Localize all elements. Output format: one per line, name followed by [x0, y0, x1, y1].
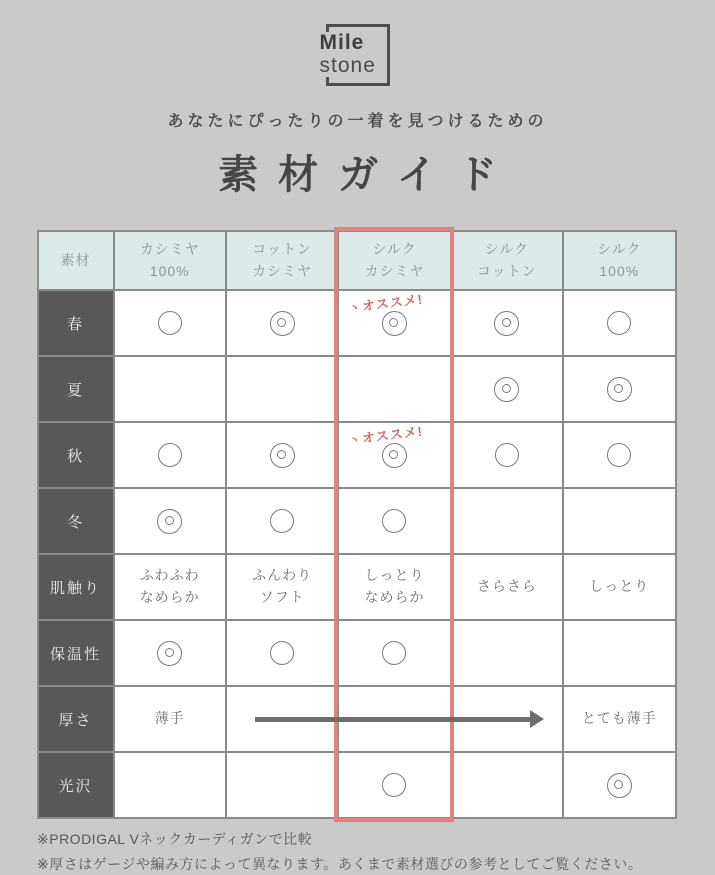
- table-cell: [563, 422, 675, 488]
- row-header-cell: 厚さ: [38, 686, 114, 752]
- row-header-cell: 秋: [38, 422, 114, 488]
- recommend-note: 丶オススメ!: [348, 291, 425, 316]
- table-cell: [114, 356, 226, 422]
- material-table: [37, 230, 677, 819]
- circle-symbol: [158, 443, 182, 467]
- footnote-comparison: ※PRODIGAL Vネックカーディガンで比較: [37, 831, 313, 847]
- row-header-cell: 春: [38, 290, 114, 356]
- table-cell: [226, 686, 338, 752]
- table-row: [38, 290, 676, 356]
- table-cell: しっとり: [563, 554, 675, 620]
- corner-header-cell: 素材: [38, 231, 114, 290]
- table-row: [38, 356, 676, 422]
- brand-logo: [319, 24, 390, 86]
- row-header-cell: 保温性: [38, 620, 114, 686]
- table-row: [38, 554, 676, 620]
- table-row: [38, 620, 676, 686]
- circle-symbol: [495, 443, 519, 467]
- table-cell: しっとり なめらか: [338, 554, 450, 620]
- row-header-cell: 冬: [38, 488, 114, 554]
- column-header: カシミヤ 100%: [114, 231, 226, 290]
- column-header: コットン カシミヤ: [226, 231, 338, 290]
- table-row: [38, 488, 676, 554]
- table-cell: [338, 752, 450, 818]
- double-circle-symbol: [157, 509, 182, 534]
- table-cell: [338, 686, 450, 752]
- table-cell: ふんわり ソフト: [226, 554, 338, 620]
- double-circle-symbol: [607, 377, 632, 402]
- note-tick-icon: 丶: [348, 434, 363, 448]
- table-cell: [563, 488, 675, 554]
- table-cell: [563, 290, 675, 356]
- logo-word-top: Mile: [317, 32, 368, 55]
- row-header-cell: 光沢: [38, 752, 114, 818]
- table-row: [38, 752, 676, 818]
- row-header-cell: 夏: [38, 356, 114, 422]
- circle-symbol: [270, 509, 294, 533]
- table-cell: [114, 290, 226, 356]
- row-header-cell: 肌触り: [38, 554, 114, 620]
- table-cell: [114, 422, 226, 488]
- material-table-head: [38, 231, 676, 290]
- logo-word-bottom: stone: [317, 55, 379, 78]
- table-row: [38, 422, 676, 488]
- table-cell: とても薄手: [563, 686, 675, 752]
- circle-symbol: [382, 641, 406, 665]
- column-header-highlighted: シルク カシミヤ: [338, 231, 450, 290]
- table-cell: [563, 356, 675, 422]
- page-title: 素材ガイド: [218, 153, 517, 197]
- column-header: シルク コットン: [451, 231, 563, 290]
- column-header: シルク 100%: [563, 231, 675, 290]
- table-cell: [451, 752, 563, 818]
- material-table-body: [38, 290, 676, 818]
- material-guide-table-wrap: [37, 230, 679, 819]
- table-cell: さらさら: [451, 554, 563, 620]
- circle-symbol: [158, 311, 182, 335]
- note-tick-icon: 丶: [348, 302, 363, 316]
- double-circle-symbol: [157, 641, 182, 666]
- table-cell: [451, 488, 563, 554]
- circle-symbol: [382, 509, 406, 533]
- table-cell: [338, 620, 450, 686]
- circle-symbol: [607, 311, 631, 335]
- table-cell: 薄手: [114, 686, 226, 752]
- footnote-disclaimer: ※厚さはゲージや編み方によって異なります。あくまで素材選びの参考としてご覧ください。: [37, 856, 643, 872]
- circle-symbol: [270, 641, 294, 665]
- recommend-note: 丶オススメ!: [348, 423, 425, 448]
- table-cell: [338, 356, 450, 422]
- table-cell: [338, 290, 450, 356]
- table-row: [38, 686, 676, 752]
- table-cell: [226, 290, 338, 356]
- table-cell: [451, 422, 563, 488]
- logo-text: [317, 32, 379, 77]
- double-circle-symbol: [270, 311, 295, 336]
- table-cell: [226, 422, 338, 488]
- page-subtitle: あなたにぴったりの一着を見つけるための: [167, 113, 548, 130]
- table-cell: [226, 752, 338, 818]
- table-cell: ふわふわ なめらか: [114, 554, 226, 620]
- table-cell: [563, 620, 675, 686]
- table-cell: [451, 620, 563, 686]
- table-cell: [451, 686, 563, 752]
- table-cell: [451, 356, 563, 422]
- double-circle-symbol: [270, 443, 295, 468]
- table-cell: [226, 620, 338, 686]
- table-cell: [451, 290, 563, 356]
- table-cell: [338, 422, 450, 488]
- double-circle-symbol: [607, 773, 632, 798]
- table-cell: [563, 752, 675, 818]
- table-cell: [114, 752, 226, 818]
- double-circle-symbol: [494, 311, 519, 336]
- circle-symbol: [607, 443, 631, 467]
- table-cell: [338, 488, 450, 554]
- footnotes: [37, 829, 715, 875]
- table-cell: [114, 488, 226, 554]
- circle-symbol: [382, 773, 406, 797]
- double-circle-symbol: [494, 377, 519, 402]
- table-cell: [114, 620, 226, 686]
- table-cell: [226, 356, 338, 422]
- table-cell: [226, 488, 338, 554]
